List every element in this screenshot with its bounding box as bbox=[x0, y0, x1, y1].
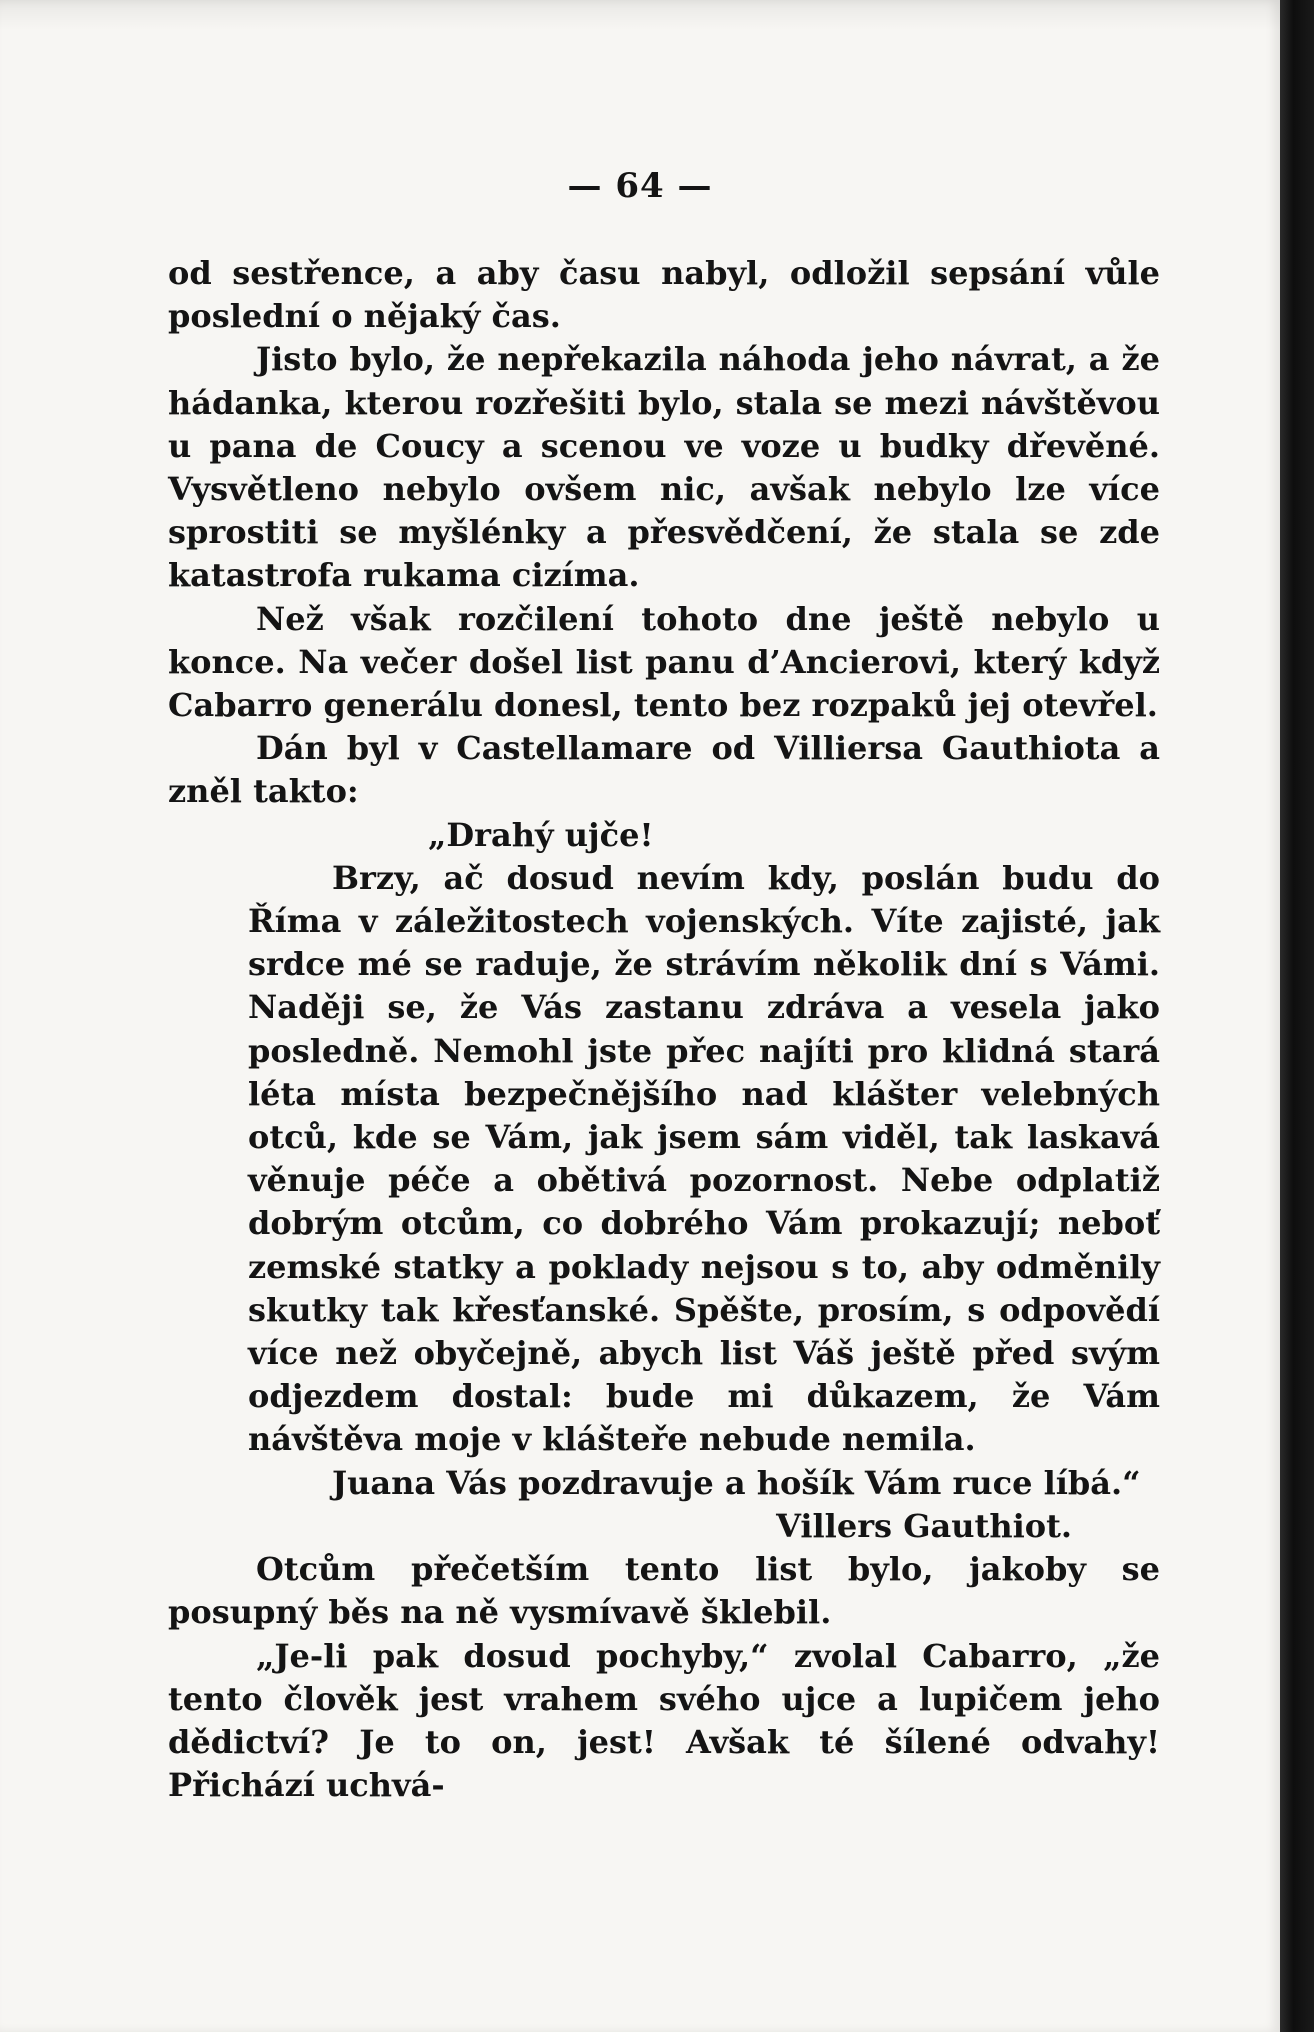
paragraph: Než však rozčilení tohoto dne ještě nebylo u konce. Na večer došel list panu d’Ancierovi, který když Cabarro generálu donesl, tento bez rozpaků jej otevřel. bbox=[168, 599, 1160, 725]
letter-salutation: „Drahý ujče! bbox=[428, 815, 654, 854]
body-text bbox=[168, 252, 1160, 1807]
paragraph: „Je-li pak dosud pochyby,“ zvolal Cabarro, „že tento člověk jest vrahem svého ujce a lupičem jeho dědictví? Je to on, jest! Avšak té šílené odvahy! Přichází uchvá- bbox=[168, 1636, 1160, 1805]
paragraph: Dán byl v Castellamare od Villiersa Gauthiota a zněl takto: bbox=[168, 729, 1160, 811]
paragraph: Otcům přečetším tento list bylo, jakoby se posupný běs na ně vysmívavě šklebil. bbox=[168, 1550, 1160, 1632]
book-spine-edge bbox=[1280, 0, 1314, 2032]
paragraph-continuation: od sestřence, a aby času nabyl, odložil sepsání vůle poslední o nějaký čas. bbox=[168, 254, 1160, 336]
letter-greeting: Juana Vás pozdravuje a hošík Vám ruce líbá.“ bbox=[332, 1463, 1141, 1502]
paragraph: Jisto bylo, že nepřekazila náhoda jeho návrat, a že hádanka, kterou rozřešiti bylo, stala se mezi návštěvou u pana de Coucy a scenou ve voze u budky dřevěné. Vysvětleno nebylo ovšem nic, avšak nebylo lze více sprostiti se myšlénky a přesvědčení, že stala se zde katastrofa rukama cizíma. bbox=[168, 340, 1160, 595]
page-number: — 64 — bbox=[567, 166, 713, 206]
letter-signature: Villers Gauthiot. bbox=[776, 1506, 1072, 1545]
page-shadow bbox=[0, 0, 1280, 30]
letter-body: Brzy, ač dosud nevím kdy, poslán budu do Říma v záležitostech vojenských. Víte zajisté, jak srdce mé se raduje, že strávím několik dní s Vámi. Naději se, že Vás zastanu zdráva a vesela jako posledně. Nemohl jste přec najíti pro klidná stará léta místa bezpečnějšího nad klášter velebných otců, kde se Vám, jak jsem sám viděl, tak laskavá věnuje péče a obětivá pozornost. Nebe odplatiž dobrým otcům, co dobrého Vám prokazují; neboť zemské statky a poklady nejsou s to, aby odměnily skutky tak křesťanské. Spěšte, prosím, s odpovědí více než obyčejně, abych list Váš ještě před svým odjezdem dostal: bude mi důkazem, že Vám návštěva moje v klášteře nebude nemila. bbox=[248, 858, 1160, 1459]
